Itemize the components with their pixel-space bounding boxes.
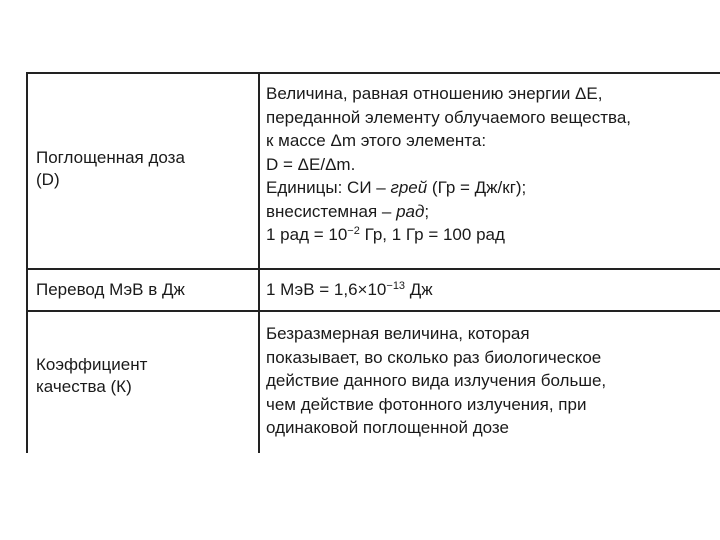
term-line: Перевод МэВ в Дж — [36, 280, 185, 299]
definition-line: действие данного вида излучения больше, — [266, 371, 607, 390]
conversion-prefix: 1 МэВ = 1,6×10 — [266, 280, 387, 299]
definition-line: показывает, во сколько раз биологическое — [266, 347, 602, 367]
unit-gray: грей — [390, 178, 428, 197]
table-row-mev-conversion — [28, 270, 720, 312]
definition-line: Величина, равная отношению энергии ΔE, — [266, 84, 603, 103]
conversion-suffix: Дж — [405, 280, 433, 299]
units-line — [266, 200, 716, 224]
unit-rad: рад — [396, 201, 425, 221]
definition-line: к массе Δm этого элемента: — [266, 131, 487, 150]
units-suffix: (Гр = Дж/кг); — [427, 178, 527, 197]
exponent: −2 — [347, 225, 360, 237]
conversion-line — [266, 278, 716, 302]
term-line: Коэффициент — [36, 355, 148, 374]
units-prefix: внесистемная – — [266, 201, 397, 221]
term-cell — [36, 147, 250, 191]
term-cell — [36, 354, 250, 398]
definition-cell — [266, 322, 716, 440]
definition-line: Безразмерная величина, которая — [266, 324, 530, 343]
definition-cell — [266, 82, 716, 247]
definition-cell — [266, 278, 716, 302]
table-row-quality-factor — [28, 312, 720, 453]
units-suffix: ; — [424, 201, 430, 221]
exponent: −13 — [386, 280, 406, 292]
term-line: (D) — [36, 170, 60, 189]
conversion-line — [266, 223, 716, 247]
units-prefix: Единицы: СИ – — [266, 178, 391, 197]
definition-line: одинаковой поглощенной дозе — [266, 418, 509, 437]
term-cell — [36, 279, 250, 301]
definition-line: чем действие фотонного излучения, при — [266, 394, 587, 414]
term-line: качества (К) — [36, 377, 132, 396]
table-row-absorbed-dose — [28, 74, 720, 270]
conversion-suffix: Гр, 1 Гр = 100 рад — [359, 225, 505, 244]
formula-line: D = ΔE/Δm. — [266, 154, 356, 174]
definition-line: переданной элементу облучаемого вещества, — [266, 107, 632, 127]
definitions-table — [26, 72, 720, 453]
term-line: Поглощенная доза — [36, 148, 185, 167]
units-line — [266, 176, 716, 200]
conversion-prefix: 1 рад = 10 — [266, 225, 348, 244]
